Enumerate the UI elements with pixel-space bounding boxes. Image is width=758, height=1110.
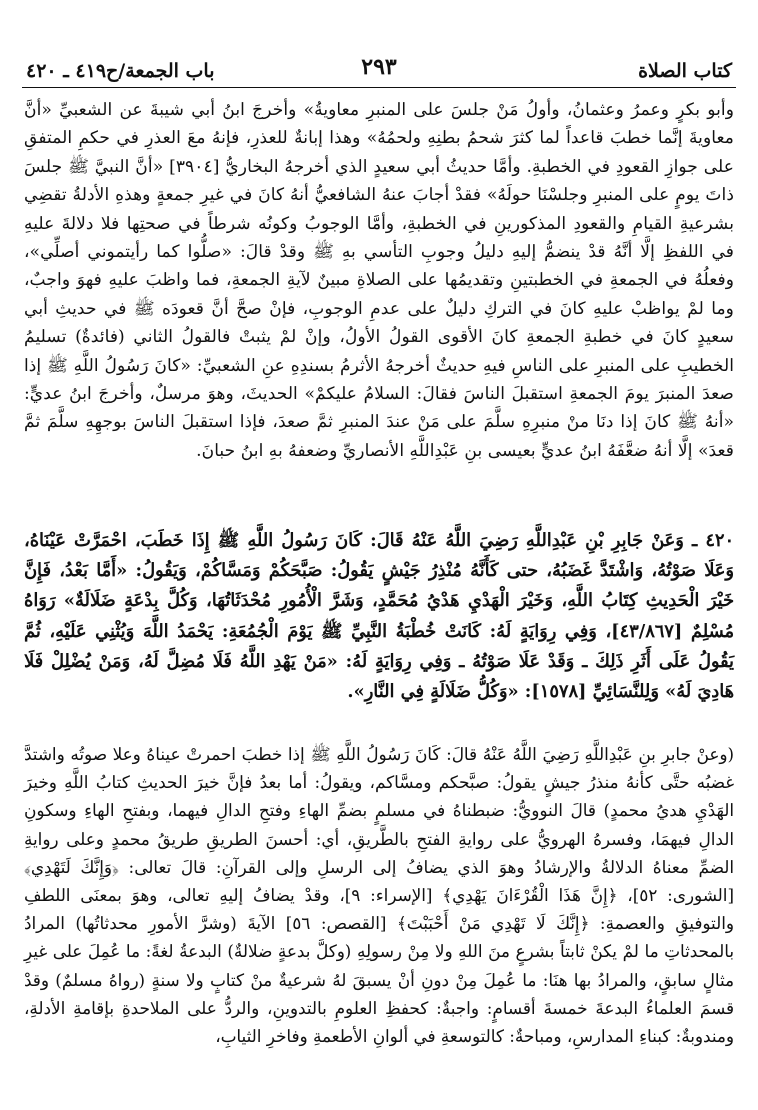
commentary-bottom — [24, 740, 734, 1050]
hadith-text: ٤٢٠ ـ وَعَنْ جَابِرِ بْنِ عَبْدِاللَّهِ رَضِيَ اللَّهُ عَنْهُ قَالَ: كَانَ رَسُولُ اللَّهِ ﷺ إِذَا خَطَبَ، احْمَرَّتْ عَيْنَاهُ، وَعَلَا صَوْتُهُ، وَاشْتَدَّ غَضَبُهُ، حتى كَأَنَّهُ مُنْذِرُ جَيْشٍ يَقُولُ: صَبَّحَكُمْ وَمَسَّاكُمْ، وَيَقُولُ: «أَمَّا بَعْدُ، فَإِنَّ خَيْرَ الْحَدِيثِ كِتَابُ اللَّهِ، وَخَيْرَ الْهَدْيِ هَدْيُ مُحَمَّدٍ، وَشَرَّ الْأُمُورِ مُحْدَثَاتُهَا، وَكُلَّ بِدْعَةٍ ضَلَالَةٌ» رَوَاهُ مُسْلِمٌ [٤٣/٨٦٧]، وَفِي رِوَايَةٍ لَهُ: كَانَتْ خُطْبَةُ النَّبِيِّ ﷺ يَوْمَ الْجُمُعَةِ: يَحْمَدُ اللَّهَ وَيُثْنِي عَلَيْهِ، ثُمَّ يَقُولُ عَلَى أَثَرِ ذَلِكَ ـ وَقَدْ عَلَا صَوْتُهُ ـ وَفِي رِوَايَةٍ لَهُ: «مَنْ يَهْدِ اللَّهُ فَلَا مُضِلَّ لَهُ، وَمَنْ يُضْلِلْ فَلَا هَادِيَ لَهُ» وَلِلنَّسَائِيِّ [١٥٧٨]: «وَكُلُّ ضَلَالَةٍ فِي النَّارِ». — [24, 530, 734, 703]
commentary-top — [24, 96, 734, 465]
header-divider — [22, 87, 736, 88]
chapter-reference: باب الجمعة/ح٤١٩ ـ ٤٢٠ — [26, 60, 215, 82]
book-title: كتاب الصلاة — [638, 60, 732, 82]
commentary-bottom-text: (وعنْ جابرِ بنِ عَبْدِاللَّهِ رَضِيَ اللَّهُ عَنْهُ قالَ: كَانَ رَسُولُ اللَّهِ ﷺ إذا خطبَ احمرتْ عيناهُ وعلا صوتُه واشتدَّ غضبُه حتَّى كأنهُ منذرُ جيشٍ يقولُ: صبَّحكم ومسَّاكم، ويقولُ: أما بعدُ فإنَّ خيرَ الحديثِ كتابُ اللَّهِ وخيرَ الهَدْيِ هديُ محمدٍ) قالَ النوويُّ: ضبطناهُ في مسلمٍ بضمِّ الهاءِ وفتحِ الدالِ فيهما، وبفتحِ الهاءِ وسكونِ الدالِ فيهمَا، وفسرهُ الهرويُّ على روايةِ الفتحِ بالطَّريقِ، أي: أحسنَ الطريقِ طريقُ محمدٍ وعلى روايةِ الضمِّ معناهُ الدلالةُ والإرشادُ وهوَ الذي يضافُ إلى الرسلِ وإلى القرآنِ: قالَ تعالى: ﴿وَإِنَّكَ لَتَهْدِي﴾ [الشورى: ٥٢]، ﴿إِنَّ هَذَا الْقُرْءَانَ يَهْدِي﴾ [الإسراء: ٩]، وقدْ يضافُ إليهِ تعالى، وهوَ بمعنَى اللطفِ والتوفيقِ والعصمةِ: ﴿إِنَّكَ لَا تَهْدِي مَنْ أَحْبَبْتَ﴾ [القصص: ٥٦] الآيةَ (وشرَّ الأمورِ محدثاتُها) المرادُ بالمحدثاتِ ما لمْ يكنْ ثابتاً بشرعٍ منَ اللهِ ولا مِنْ رسولِهِ (وكلَّ بدعةٍ ضلالةٌ) البدعةُ لغةً: ما عُمِلَ على غيرِ مثالٍ سابقٍ، والمرادُ بها هنَا: ما عُمِلَ مِنْ دونِ أنْ يسبقَ لهُ شرعيةٌ منْ كتابٍ ولا سنةٍ (رواهُ مسلمٌ) وقدْ قسمَ العلماءُ البدعةَ خمسةَ أقسامٍ: واجبةٌ: كحفظِ العلومِ بالتدوينِ، والردُّ على الملاحدةِ بإقامةِ الأدلةِ، ومندوبةٌ: كبناءِ المدارسِ، ومباحةٌ: كالتوسعةِ في ألوانِ الأطعمةِ وفاخرِ الثيابِ، — [24, 744, 734, 1047]
commentary-top-text: وأبو بكرٍ وعمرُ وعثمانُ، وأولُ مَنْ جلسَ على المنبرِ معاويةُ» وأخرجَ ابنُ أبي شيبةَ عن الشعبيِّ «أنَّ معاويةَ إنَّما خطبَ قاعداً لما كثرَ شحمُ بطنِهِ ولحمُهُ» وهذا إبانةٌ للعذرِ، فإنهُ معَ العذرِ في حكمِ المتفقِ على جوازِ القعودِ في الخطبةِ. وأمَّا حديثُ أبي سعيدٍ الذي أخرجهُ البخاريُّ [٣٩٠٤] «أنَّ النبيَّ ﷺ جلسَ ذاتَ يومٍ على المنبرِ وجلسْنَا حولَهُ» فقدْ أجابَ عنهُ الشافعيُّ أنهُ كانَ في غيرِ جمعةٍ وهذهِ الأدلةُ تقضِي بشرعيةِ القيامِ والقعودِ المذكورينِ في الخطبةِ، وأمَّا الوجوبُ وكونُه شرطاً في صحتِها فلا دلالةَ عليهِ في اللفظِ إلَّا أنَّهُ قدْ ينضمُّ إليهِ دليلُ وجوبِ التأسي بهِ ﷺ وقدْ قالَ: «صلُّوا كما رأيتموني أصلِّي»، وفعلُهُ في الجمعةِ في الخطبتينِ وتقديمُها على الصلاةِ مبينٌ لآيةِ الجمعةِ، فما واظبَ عليهِ فهوَ واجبٌ، وما لمْ يواظبْ عليهِ كانَ في التركِ دليلٌ على عدمِ الوجوبِ، فإنْ صحَّ أنَّ قعودَه ﷺ في حديثِ أبي سعيدٍ كانَ في خطبةِ الجمعةِ كانَ الأقوى القولُ الأولُ، وإنْ لمْ يثبتْ فالقولُ الثاني (فائدةٌ) تسليمُ الخطيبِ على المنبرِ على الناسِ فيهِ حديثٌ أخرجهُ الأثرمُ بسندِهِ عنِ الشعبيِّ: «كانَ رَسُولُ اللَّهِ ﷺ إذا صعدَ المنبرَ يومَ الجمعةِ استقبلَ الناسَ فقالَ: السلامُ عليكمْ» الحديثَ، وهوَ مرسلٌ، وأخرجَ ابنُ عديٍّ: «أنهُ ﷺ كانَ إذا دنَا منْ منبرِهِ سلَّمَ على مَنْ عندَ المنبرِ ثمَّ صعدَ، فإذا استقبلَ الناسَ بوجهِهِ سلَّمَ ثمَّ قعدَ» إلَّا أنهُ ضعَّفَهُ ابنُ عديٍّ بعيسى بنِ عَبْدِاللَّهِ الأنصاريِّ وضعفهُ بهِ ابنُ حبانَ. — [24, 100, 734, 461]
hadith-block — [24, 526, 734, 707]
page-number: ٢٩٣ — [361, 54, 397, 80]
page-header — [22, 50, 736, 86]
